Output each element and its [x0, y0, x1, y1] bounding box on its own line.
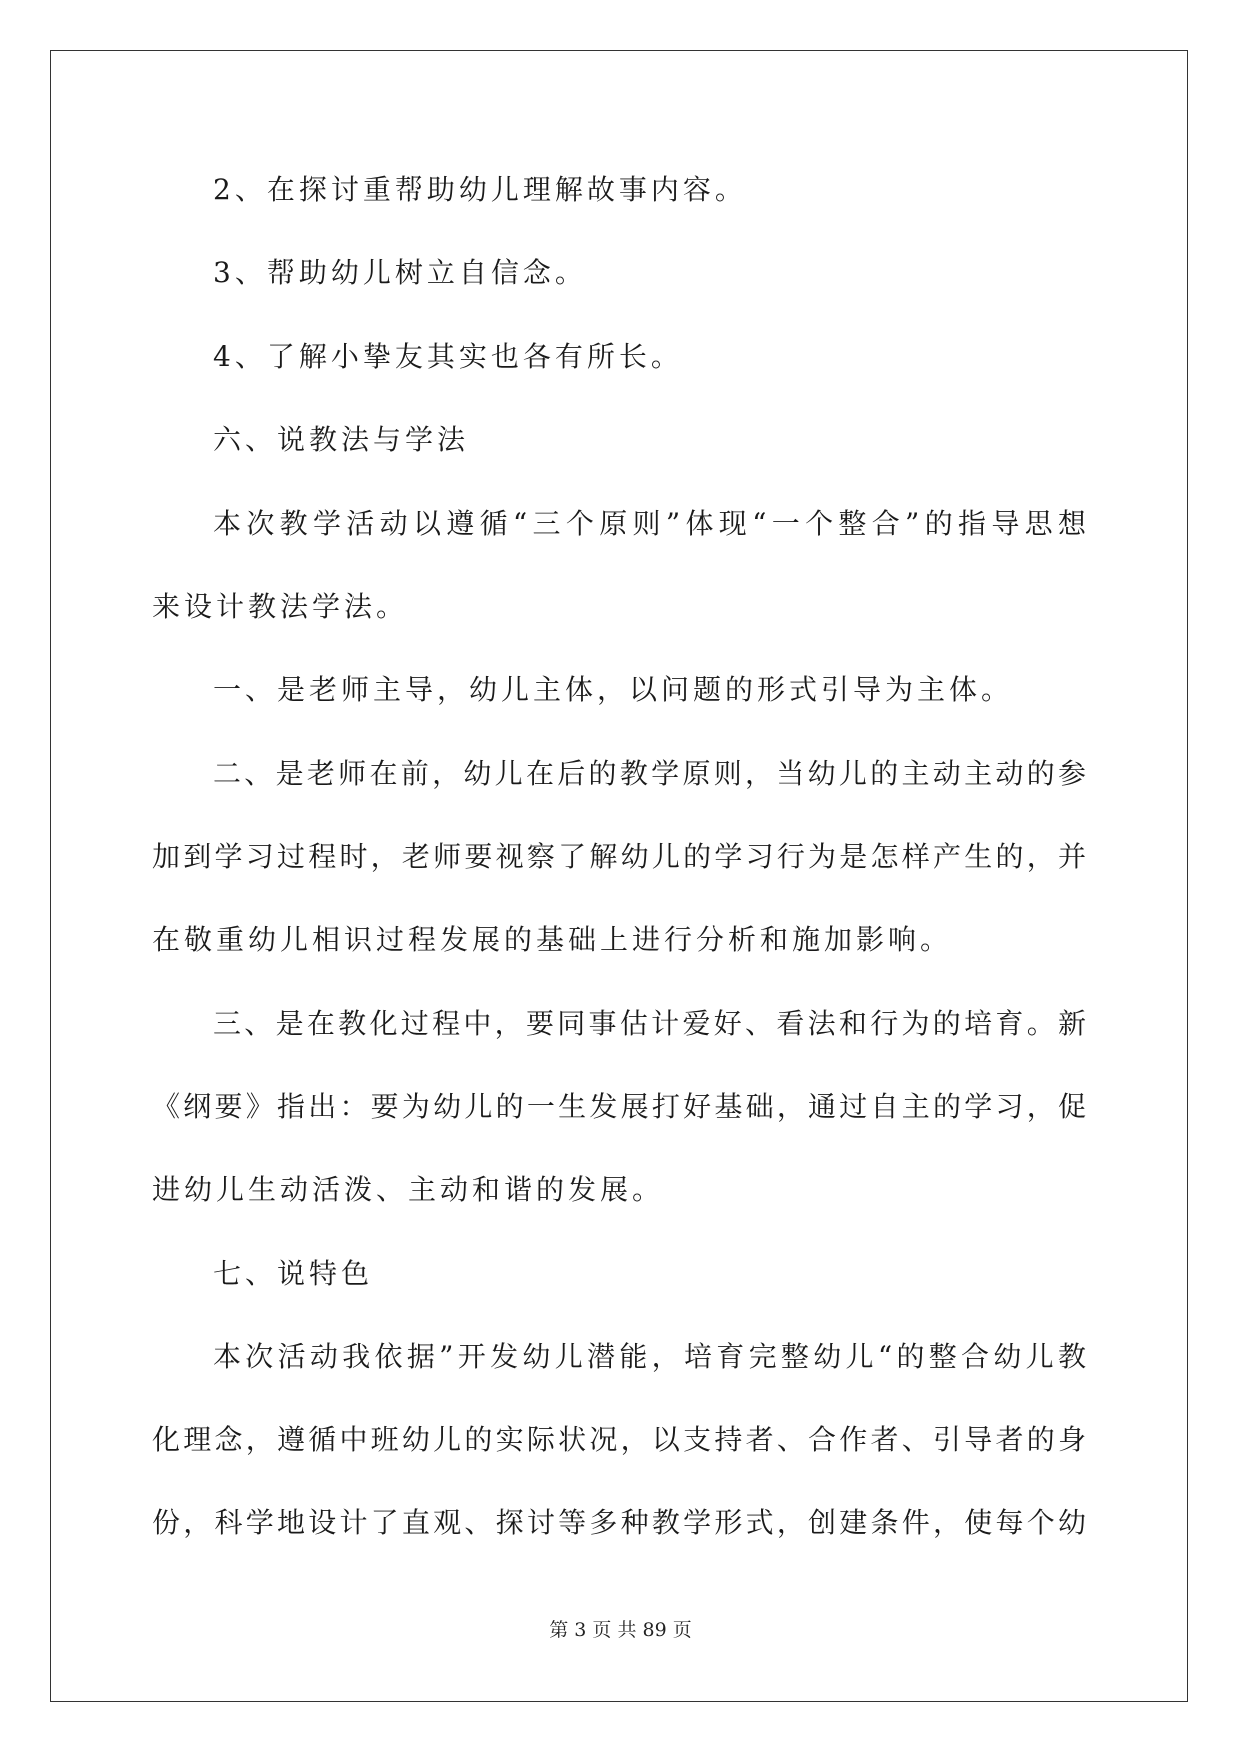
paragraph-line: 一、是老师主导，幼儿主体，以问题的形式引导为主体。: [213, 673, 1014, 706]
paragraph-line: 份，科学地设计了直观、探讨等多种教学形式，创建条件，使每个幼: [152, 1506, 1086, 1539]
section-heading-6: 六、说教法与学法: [213, 423, 470, 456]
paragraph-line: 加到学习过程时，老师要视察了解幼儿的学习行为是怎样产生的，并: [152, 840, 1086, 873]
paragraph-line: 二、是老师在前，幼儿在后的教学原则，当幼儿的主动主动的参: [213, 757, 1086, 790]
list-item-3: 3、帮助幼儿树立自信念。: [213, 256, 587, 289]
list-item-2: 2、在探讨重帮助幼儿理解故事内容。: [213, 173, 747, 206]
page-number: 第 3 页 共 89 页: [549, 1619, 692, 1641]
paragraph-line: 本次教学活动以遵循“三个原则”体现“一个整合”的指导思想: [213, 507, 1086, 540]
section-heading-7: 七、说特色: [213, 1257, 374, 1290]
paragraph-line: 化理念，遵循中班幼儿的实际状况，以支持者、合作者、引导者的身: [152, 1423, 1086, 1456]
paragraph-line: 《纲要》指出：要为幼儿的一生发展打好基础，通过自主的学习，促: [152, 1090, 1086, 1123]
paragraph-line: 三、是在教化过程中，要同事估计爱好、看法和行为的培育。新: [213, 1007, 1086, 1040]
paragraph-line: 本次活动我依据”开发幼儿潜能，培育完整幼儿“的整合幼儿教: [213, 1340, 1086, 1373]
paragraph-line: 进幼儿生动活泼、主动和谐的发展。: [152, 1173, 665, 1206]
list-item-4: 4、了解小挚友其实也各有所长。: [213, 340, 683, 373]
paragraph-line: 来设计教法学法。: [152, 590, 409, 623]
paragraph-line: 在敬重幼儿相识过程发展的基础上进行分析和施加影响。: [152, 923, 953, 956]
